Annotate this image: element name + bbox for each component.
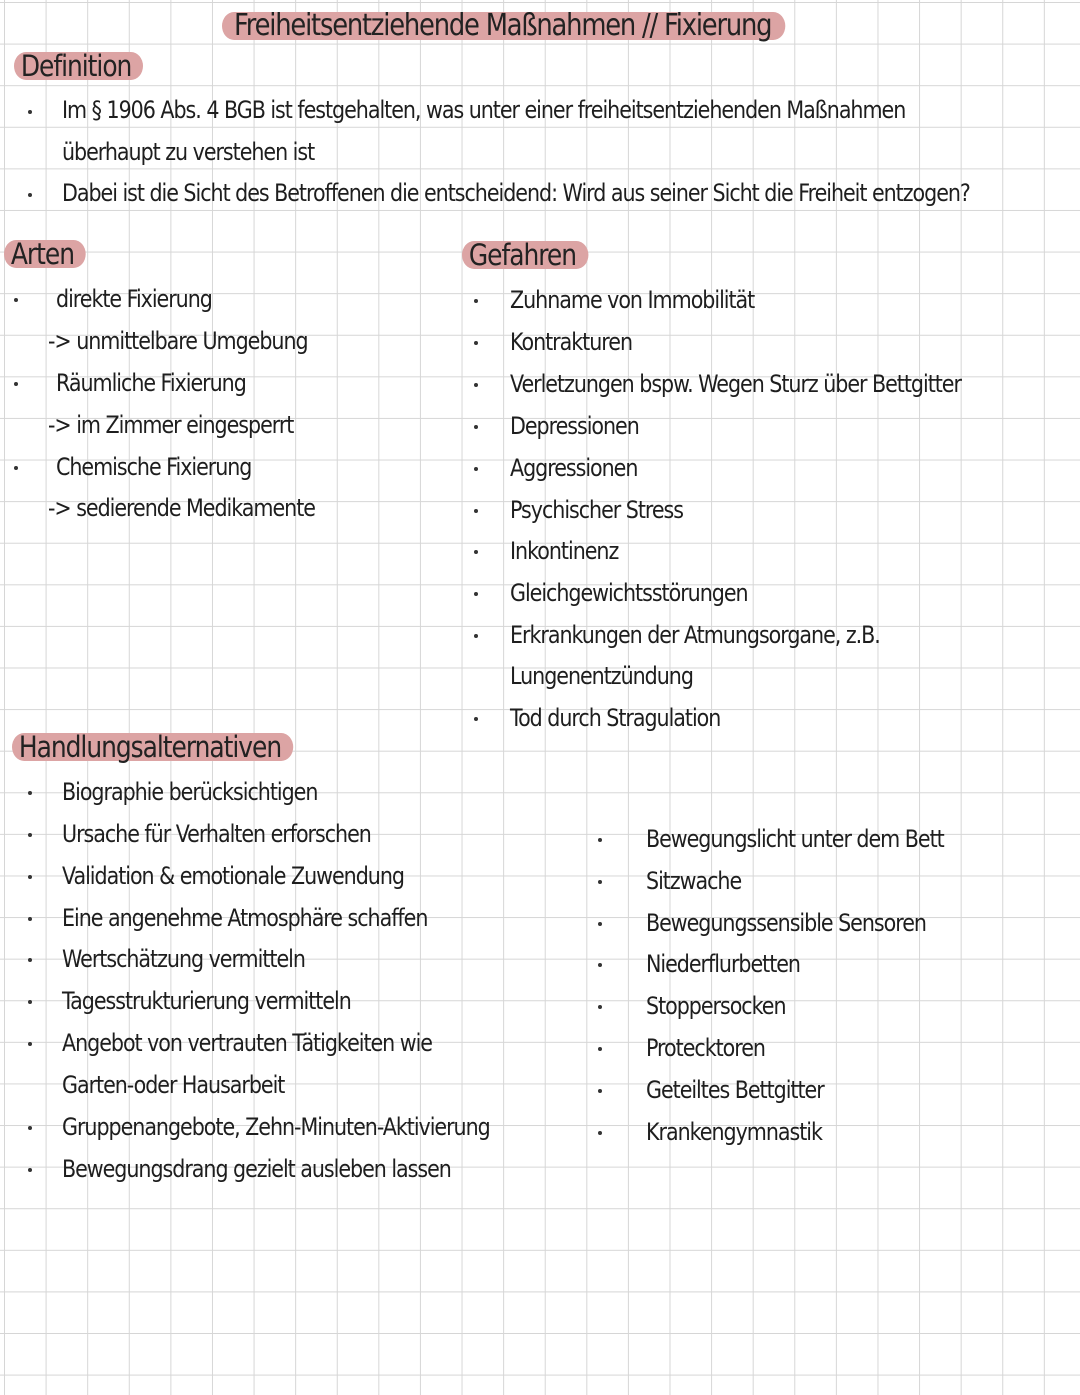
handlung-left-item: Eine angenehme Atmosphäre schaffen: [62, 904, 428, 932]
bullet: [28, 1168, 32, 1172]
bullet: [598, 963, 602, 967]
arten-heading-text: Arten: [10, 237, 74, 271]
gefahren-item: Depressionen: [510, 412, 639, 440]
gefahren-item: Aggressionen: [510, 454, 638, 482]
bullet: [474, 717, 478, 721]
definition-line-1b: überhaupt zu verstehen ist: [62, 138, 315, 166]
handlung-left-item: Bewegungsdrang gezielt ausleben lassen: [62, 1155, 451, 1183]
gefahren-item: Lungenentzündung: [510, 662, 693, 690]
bullet: [28, 833, 32, 837]
bullet: [474, 592, 478, 596]
gefahren-heading: [462, 238, 588, 272]
bullet: [598, 1005, 602, 1009]
handlung-right-item: Protecktoren: [646, 1034, 765, 1062]
arten-item: Räumliche Fixierung: [56, 369, 246, 397]
arten-item: -> unmittelbare Umgebung: [48, 327, 308, 355]
bullet: [28, 1042, 32, 1046]
handlung-left-item: Biographie berücksichtigen: [62, 778, 318, 806]
definition-line-1: Im § 1906 Abs. 4 BGB ist festgehalten, was unter einer freiheitsentziehenden Maßnahmen: [62, 96, 906, 124]
definition-heading: [14, 49, 143, 83]
arten-item: -> im Zimmer eingesperrt: [48, 411, 294, 439]
gefahren-item: Inkontinenz: [510, 537, 619, 565]
handlung-right-item: Stoppersocken: [646, 992, 786, 1020]
bullet: [474, 383, 478, 387]
arten-item: direkte Fixierung: [56, 285, 212, 313]
bullet: [474, 509, 478, 513]
page-title-text: Freiheitsentziehende Maßnahmen // Fixierung: [234, 8, 772, 43]
bullet: [598, 1047, 602, 1051]
bullet: [598, 922, 602, 926]
gefahren-item: Gleichgewichtsstörungen: [510, 579, 748, 607]
gefahren-item: Zuhname von Immobilität: [510, 286, 755, 314]
handlung-left-item: Wertschätzung vermitteln: [62, 945, 305, 973]
bullet: [28, 193, 32, 197]
page-title: [222, 8, 785, 43]
handlung-left-item: Angebot von vertrauten Tätigkeiten wie: [62, 1029, 432, 1057]
handlung-right-item: Bewegungslicht unter dem Bett: [646, 825, 944, 853]
bullet: [28, 1126, 32, 1130]
gefahren-item: Psychischer Stress: [510, 496, 684, 524]
gefahren-item: Kontrakturen: [510, 328, 632, 356]
arten-item: -> sedierende Medikamente: [48, 494, 315, 522]
bullet: [14, 382, 18, 386]
bullet: [28, 917, 32, 921]
definition-line-2: Dabei ist die Sicht des Betroffenen die entscheidend: Wird aus seiner Sicht die Freiheit entzogen?: [62, 179, 970, 207]
bullet: [28, 875, 32, 879]
bullet: [598, 880, 602, 884]
arten-heading: [4, 237, 86, 271]
bullet: [28, 1000, 32, 1004]
handlung-left-item: Tagesstrukturierung vermitteln: [62, 987, 351, 1015]
handlung-right-item: Geteiltes Bettgitter: [646, 1076, 824, 1104]
bullet: [28, 791, 32, 795]
handlung-left-item: Validation & emotionale Zuwendung: [62, 862, 404, 890]
handlung-right-item: Krankengymnastik: [646, 1118, 822, 1146]
handlung-left-item: Ursache für Verhalten erforschen: [62, 820, 371, 848]
arten-item: Chemische Fixierung: [56, 453, 252, 481]
bullet: [598, 838, 602, 842]
handlung-heading-text: Handlungsalternativen: [18, 730, 282, 764]
bullet: [14, 466, 18, 470]
bullet: [28, 958, 32, 962]
bullet: [474, 341, 478, 345]
bullet: [14, 298, 18, 302]
handlung-right-item: Sitzwache: [646, 867, 742, 895]
handlung-left-item: Gruppenangebote, Zehn-Minuten-Aktivierung: [62, 1113, 490, 1141]
gefahren-item: Tod durch Stragulation: [510, 704, 721, 732]
bullet: [474, 550, 478, 554]
bullet: [474, 634, 478, 638]
bullet: [474, 425, 478, 429]
bullet: [598, 1131, 602, 1135]
handlung-left-item: Garten-oder Hausarbeit: [62, 1071, 285, 1099]
bullet: [474, 299, 478, 303]
definition-heading-text: Definition: [20, 49, 132, 83]
handlung-heading: [12, 730, 293, 764]
handlung-right-item: Niederflurbetten: [646, 950, 800, 978]
gefahren-item: Verletzungen bspw. Wegen Sturz über Bettgitter: [510, 370, 961, 398]
bullet: [28, 110, 32, 114]
gefahren-item: Erkrankungen der Atmungsorgane, z.B.: [510, 621, 880, 649]
bullet: [598, 1089, 602, 1093]
bullet: [474, 467, 478, 471]
handlung-right-item: Bewegungssensible Sensoren: [646, 909, 926, 937]
gefahren-heading-text: Gefahren: [468, 238, 577, 272]
